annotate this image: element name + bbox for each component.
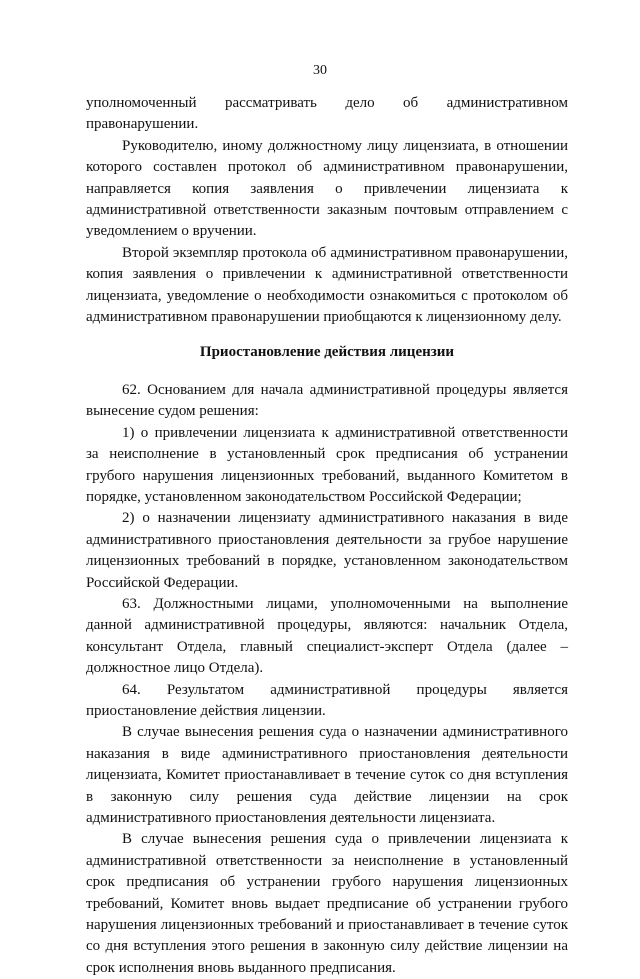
list-item: 2) о назначении лицензиату административного наказания в виде административного приостановления деятельности за грубое нарушение лицензионных требований в порядке, установленном законодательством Российской Федерации. bbox=[86, 510, 568, 591]
paragraph: 64. Результатом административной процедуры является приостановление действия лицензии. bbox=[86, 681, 568, 719]
list-item: 1) о привлечении лицензиата к административной ответственности за неисполнение в установленный срок предписания об устранении грубого нарушения лицензионных требований, выданного Комитетом в порядке, установленном законодательством Российской Федерации; bbox=[86, 424, 568, 505]
paragraph: Руководителю, иному должностному лицу лицензиата, в отношении которого составлен протокол об административном правонарушении, направляется копия заявления о привлечении лицензиата к административной ответственности заказным почтовым отправлением с уведомлением о вручении. bbox=[86, 137, 568, 240]
page-number: 30 bbox=[313, 63, 327, 78]
paragraph: 63. Должностными лицами, уполномоченными на выполнение данной административной процедуры, являются: начальник Отдела, консультант Отдела, главный специалист-эксперт Отдела (далее – должностное лицо Отдела). bbox=[86, 595, 568, 677]
paragraph: Второй экземпляр протокола об административном правонарушении, копия заявления о привлечении к административной ответственности лицензиата, уведомление о необходимости ознакомиться с протоколом об административном правонарушении приобщаются к лицензионному делу. bbox=[86, 244, 568, 326]
paragraph: уполномоченный рассматривать дело об административном правонарушении. bbox=[86, 95, 568, 133]
paragraph: В случае вынесения решения суда о назначении административного наказания в виде административного приостановления деятельности лицензиата, Комитет приостанавливает в течение суток со дня вступления в законную силу решения суда действие лицензии на срок административного приостановления деятельности лицензиата. bbox=[86, 724, 568, 826]
document-body bbox=[86, 93, 568, 979]
paragraph: 62. Основанием для начала административной процедуры является вынесение судом решения: bbox=[86, 381, 568, 420]
section-heading: Приостановление действия лицензии bbox=[199, 344, 455, 361]
paragraph: В случае вынесения решения суда о привлечении лицензиата к административной ответственности за неисполнение в установленный срок предписания об устранении грубого нарушения лицензионных требований, Комитет вновь выдает предписание об устранении грубого нарушения лицензионных требований и приостанавливает в течение суток со дня вступления этого решения в законную силу действие лицензии на срок исполнения вновь выданного предписания. bbox=[86, 831, 568, 976]
